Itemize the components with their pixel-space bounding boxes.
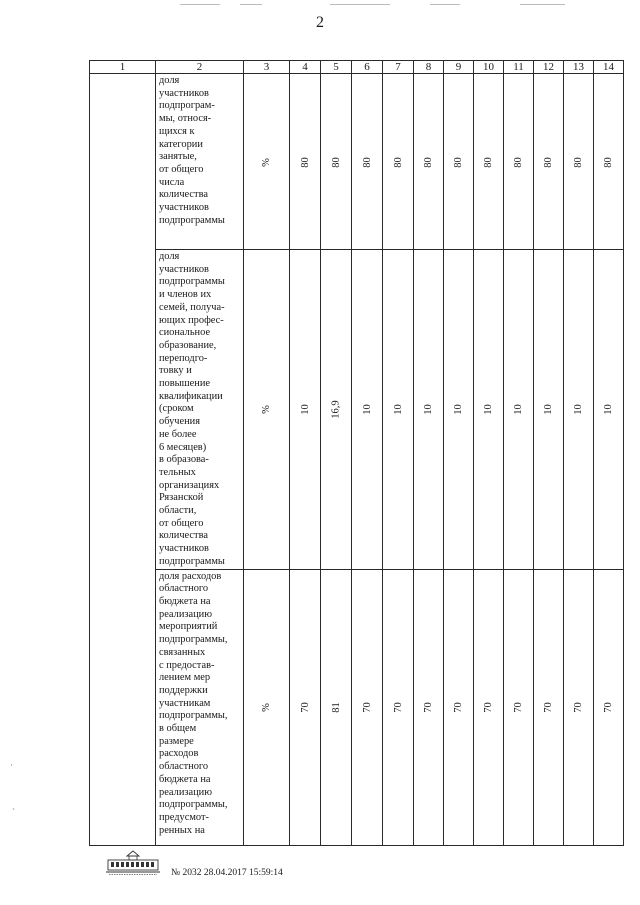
value-cell (321, 74, 352, 250)
table-row (90, 250, 624, 570)
value-text: 80 (603, 156, 614, 168)
value-text: 70 (392, 702, 404, 713)
value-text: 80 (392, 156, 404, 168)
value-text: 80 (361, 156, 373, 168)
registration-stamp: № 2032 28.04.2017 15:59:14 (171, 868, 283, 878)
value-text: 70 (483, 702, 494, 713)
indicator-description: доля участников подпрограммы и членов их семей, получа- ющих профес- сиональное образование, переподго- товку и повышение квалификации (сроком обучения не более 6 месяцев) в образова- тельных организациях Рязанской области, от общего количества участников подпрограммы (156, 250, 244, 570)
column-header: 8 (414, 61, 444, 74)
value-cell (414, 250, 444, 570)
value-cell (414, 74, 444, 250)
column-header: 4 (290, 61, 321, 74)
value-text: 80 (543, 156, 554, 168)
column-header: 5 (321, 61, 352, 74)
value-text: 70 (603, 702, 614, 713)
column-header: 11 (504, 61, 534, 74)
value-text: 70 (453, 702, 464, 713)
scan-mark: · (10, 760, 13, 770)
value-text: 10 (513, 404, 524, 416)
merged-first-column-cell (90, 74, 156, 846)
value-cell (321, 569, 352, 845)
value-cell (352, 250, 383, 570)
value-text: 10 (361, 404, 373, 416)
value-text: 10 (392, 404, 404, 416)
value-text: 10 (573, 404, 584, 416)
table-header-row (90, 61, 624, 74)
value-text: 10 (453, 404, 464, 416)
value-cell (564, 250, 594, 570)
value-text: 10 (299, 404, 311, 416)
indicator-description: доля участников подпрограм- мы, относя- щихся к категории занятые, от общего числа количества участников подпрограммы (156, 74, 244, 250)
column-header: 10 (474, 61, 504, 74)
value-text: 70 (299, 702, 311, 713)
column-header: 7 (383, 61, 414, 74)
column-header: 3 (244, 61, 290, 74)
value-cell (383, 569, 414, 845)
value-text: 10 (423, 404, 434, 416)
column-header: 9 (444, 61, 474, 74)
table-row (90, 569, 624, 845)
value-text: 80 (513, 156, 524, 168)
value-text: 70 (423, 702, 434, 713)
value-cell (504, 569, 534, 845)
column-header: 13 (564, 61, 594, 74)
value-cell (383, 74, 414, 250)
column-header: 14 (594, 61, 624, 74)
scan-mark: ˎ (12, 800, 15, 810)
value-text: 80 (423, 156, 434, 168)
value-cell (594, 74, 624, 250)
value-text: 80 (453, 156, 464, 168)
value-cell (321, 250, 352, 570)
unit-text: % (261, 405, 272, 415)
indicators-table (89, 60, 624, 846)
column-header: 1 (90, 61, 156, 74)
value-text: 70 (361, 702, 373, 713)
unit-cell (244, 569, 290, 845)
value-cell (504, 74, 534, 250)
value-text: 81 (330, 702, 342, 713)
value-cell (444, 569, 474, 845)
value-cell (290, 569, 321, 845)
value-cell (290, 250, 321, 570)
column-header: 12 (534, 61, 564, 74)
value-cell (534, 569, 564, 845)
page-number: 2 (316, 14, 324, 31)
value-cell (474, 250, 504, 570)
table-row (90, 74, 624, 250)
value-cell (534, 74, 564, 250)
value-text: 70 (573, 702, 584, 713)
unit-cell (244, 250, 290, 570)
value-text: 80 (573, 156, 584, 168)
value-text: 16,9 (330, 400, 342, 419)
value-cell (534, 250, 564, 570)
value-cell (594, 569, 624, 845)
building-stamp-icon (105, 850, 161, 876)
value-text: 80 (330, 156, 342, 168)
value-cell (474, 74, 504, 250)
value-cell (352, 569, 383, 845)
value-text: 70 (543, 702, 554, 713)
document-footer (105, 850, 355, 882)
column-header: 6 (352, 61, 383, 74)
value-text: 10 (483, 404, 494, 416)
value-text: 70 (513, 702, 524, 713)
column-header: 2 (156, 61, 244, 74)
value-cell (383, 250, 414, 570)
unit-text: % (261, 703, 272, 712)
value-cell (564, 569, 594, 845)
unit-text: % (261, 157, 272, 167)
value-cell (564, 74, 594, 250)
value-cell (414, 569, 444, 845)
value-cell (352, 74, 383, 250)
value-text: 80 (483, 156, 494, 168)
value-text: 80 (299, 156, 311, 168)
indicator-description: доля расходов областного бюджета на реализацию мероприятий подпрограммы, связанных с предостав- лением мер поддержки участникам подпрограммы, в общем размере расходов областного бюджета на реализацию подпрограммы, предусмот- ренных на (156, 569, 244, 845)
unit-cell (244, 74, 290, 250)
value-cell (594, 250, 624, 570)
value-cell (504, 250, 534, 570)
value-cell (444, 74, 474, 250)
value-cell (444, 250, 474, 570)
value-cell (474, 569, 504, 845)
value-text: 10 (543, 404, 554, 416)
value-cell (290, 74, 321, 250)
value-text: 10 (603, 404, 614, 416)
scan-artifacts (0, 0, 640, 10)
